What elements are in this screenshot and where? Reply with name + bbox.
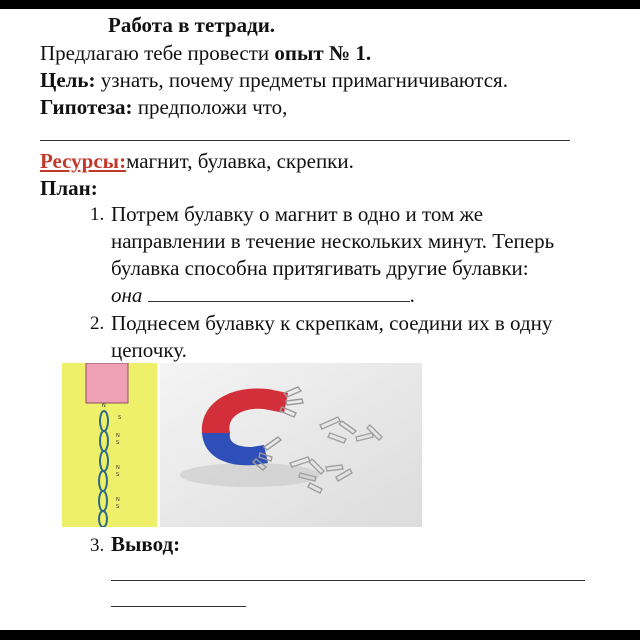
- plan-item-1-number: 1.: [90, 204, 105, 225]
- chain-label: S: [116, 504, 120, 510]
- hypothesis-answer-line[interactable]: [40, 140, 570, 141]
- answer-blank[interactable]: [148, 283, 410, 302]
- pole-label-n: N: [102, 403, 106, 409]
- experiment-number: опыт № 1.: [274, 41, 372, 65]
- resources-label: Ресурсы:: [40, 149, 127, 173]
- intro-text: Предлагаю тебе провести: [40, 41, 275, 65]
- plan-item-2-line-2: цепочку.: [111, 338, 187, 362]
- intro-line: [40, 40, 371, 66]
- chain-label: S: [116, 472, 120, 478]
- magnet-holder: [86, 363, 128, 403]
- answer-suffix: .: [409, 283, 415, 307]
- bottom-frame-bar: [0, 630, 640, 640]
- hypothesis-line: [40, 94, 287, 120]
- worksheet-title: Работа в тетради.: [108, 13, 276, 37]
- goal-text: узнать, почему предметы примагничиваются.: [95, 68, 508, 92]
- chain-label: S: [118, 415, 122, 421]
- plan-item-1-line-1: Потрем булавку о магнит в одно и том же: [111, 202, 484, 226]
- top-frame-bar: [0, 0, 640, 9]
- plan-item-3-number: 3.: [90, 535, 105, 556]
- plan-item-1-line-2: направлении в течение нескольких минут. Теперь: [111, 229, 555, 253]
- chain-label: N: [116, 465, 120, 471]
- answer-prefix: она: [111, 283, 143, 307]
- magnet-clips-photo: [160, 363, 422, 527]
- plan-item-2-number: 2.: [90, 313, 105, 334]
- resources-line: [40, 148, 354, 174]
- resources-text: магнит, булавка, скрепки.: [126, 149, 354, 173]
- plan-item-1-line-3: булавка способна притягивать другие булавки:: [111, 256, 529, 280]
- plan-item-2-line-1: Поднесем булавку к скрепкам, соедини их в одну: [111, 311, 553, 335]
- chain-label: N: [116, 433, 120, 439]
- conclusion-label: Вывод:: [111, 532, 181, 556]
- pin-chain-illustration: [62, 363, 157, 527]
- photo-background: [160, 363, 422, 527]
- goal-line: [40, 67, 508, 93]
- plan-item-1-answer-line: [111, 282, 415, 308]
- chain-label: S: [116, 440, 120, 446]
- hypothesis-text: предположи что,: [132, 95, 288, 119]
- conclusion-answer-line-1[interactable]: [111, 580, 585, 581]
- hypothesis-label: Гипотеза:: [40, 95, 133, 119]
- goal-label: Цель:: [40, 68, 96, 92]
- plan-heading: План:: [40, 176, 98, 200]
- chain-label: N: [116, 497, 120, 503]
- conclusion-answer-line-2[interactable]: [111, 606, 246, 607]
